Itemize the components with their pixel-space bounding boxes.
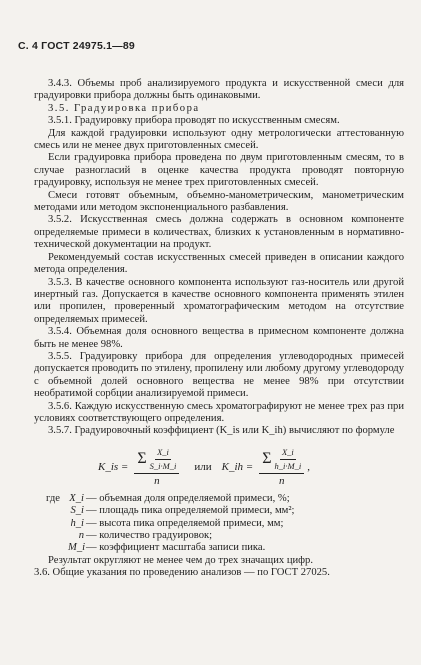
paragraph-recommended: Рекомендуемый состав искусственных смесей приведен в описании каждого метода определения. (34, 251, 404, 276)
formula-fraction-area (134, 446, 179, 487)
formula-lhs-kis: K_is = (98, 460, 129, 473)
formula-xi: X_i (280, 446, 296, 459)
formula-hi-mi: h_i·M_i (274, 460, 302, 471)
formula-n: n (154, 474, 160, 487)
paragraph-3-5-6: 3.5.6. Каждую искусственную смесь хроматографируют не менее трех раз при условиях соответствующего определения. (34, 400, 404, 424)
paragraph-3-6: 3.6. Общие указания по проведению анализов — по ГОСТ 27025. (34, 567, 330, 579)
definition-text: — коэффициент масштаба записи пика. (86, 542, 266, 554)
document-body (34, 78, 404, 580)
formula-xi: X_i (155, 446, 171, 459)
definition-symbol: h_i (70, 517, 84, 529)
definition-prefix (46, 542, 68, 554)
definition-row (46, 530, 404, 542)
definition-prefix (46, 518, 68, 530)
definition-prefix (46, 530, 68, 542)
definition-prefix: где (46, 492, 60, 504)
definition-symbol: S_i (70, 505, 84, 517)
definition-row (46, 505, 404, 517)
definition-row (46, 518, 404, 530)
definition-row (46, 493, 404, 505)
calibration-formula (98, 441, 404, 493)
definition-text: — количество градуировок; (86, 530, 213, 541)
paragraph-mixture-methods: Смеси готовят объемным, объемно-манометрическим, манометрическим методами или методом экспоненциального разбавления. (34, 189, 404, 214)
formula-lhs-kih: K_ih = (221, 460, 254, 473)
paragraph-rounding: Результат округляют не менее чем до трех значащих цифр. (48, 554, 313, 566)
formula-or: или (194, 460, 212, 473)
definition-text: — объемная доля определяемой примеси, %; (86, 492, 290, 504)
paragraph-3-5-4: 3.5.4. Объемная доля основного вещества в примесном компоненте должна быть не менее 98%. (34, 326, 404, 350)
sum-symbol: Σ (137, 449, 147, 467)
definition-prefix (46, 505, 68, 517)
paragraph-3-5-1: 3.5.1. Градуировку прибора проводят по искусственным смесям. (48, 115, 340, 127)
definition-symbol: n (78, 530, 84, 541)
formula-comma: , (307, 460, 310, 473)
paragraph-3-5-5: 3.5.5. Градуировку прибора для определения углеводородных примесей допускается проводить по этилену, пропилену или любому другому углеводороду с объемной долей основного вещества не менее 98% при отсутствии необратимой сорбции анализируемой примеси. (34, 350, 404, 400)
paragraph-3-4-3: 3.4.3. Объемы проб анализируемого продукта и искусственной смеси для градуировки прибора должны быть одинаковыми. (34, 78, 404, 102)
definition-row (46, 542, 404, 554)
sum-symbol: Σ (262, 449, 272, 467)
definition-symbol: X_i (69, 492, 84, 504)
section-heading-3-5: 3.5. Градуировка прибора (48, 102, 200, 114)
symbol-definitions (46, 493, 404, 555)
paragraph-3-5-7: 3.5.7. Градуировочный коэффициент (K_is или K_ih) вычисляют по формуле (48, 425, 395, 437)
paragraph-attestation: Для каждой градуировки используют одну метрологически аттестованную смесь или не менее двух приготовленных смесей. (34, 127, 404, 152)
formula-si-mi: S_i·M_i (149, 460, 177, 471)
paragraph-repeat-calibration: Если градуировка прибора проведена по двум приготовленным смесям, то в случае разногласий в оценке качества продукта проводят повторную градуировку, используя не менее трех приготовленных смесей. (34, 152, 404, 189)
formula-fraction-height (259, 446, 304, 487)
paragraph-3-5-2: 3.5.2. Искусственная смесь должна содержать в основном компоненте определяемые примеси в количествах, близких к установленным в нормативно-технической документации на продукт. (34, 214, 404, 251)
definition-text: — высота пика определяемой примеси, мм; (86, 517, 284, 529)
formula-n: n (278, 474, 285, 487)
definition-symbol: M_i (68, 542, 86, 554)
definition-text: — площадь пика определяемой примеси, мм²; (86, 505, 295, 517)
paragraph-3-5-3: 3.5.3. В качестве основного компонента используют газ-носитель или другой инертный газ. Допускается в качестве основного компонента применять этилен или пропилен, проверенный хроматографическим методом на отсутствие определяемых примесей. (34, 276, 404, 325)
page-header: С. 4 ГОСТ 24975.1—89 (18, 40, 135, 52)
